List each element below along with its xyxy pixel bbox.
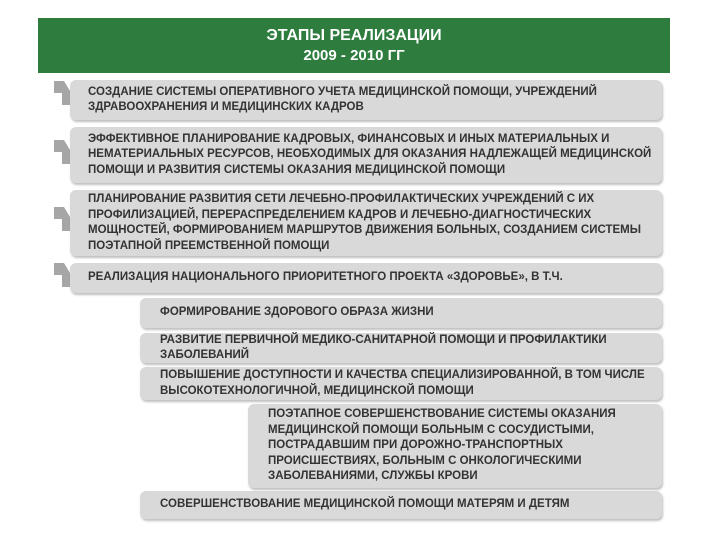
stage-box-3 xyxy=(70,190,662,256)
substage-text: ФОРМИРОВАНИЕ ЗДОРОВОГО ОБРАЗА ЖИЗНИ xyxy=(160,306,434,319)
substage-text: ПОВЫШЕНИЕ ДОСТУПНОСТИ И КАЧЕСТВА СПЕЦИАЛИЗИРОВАННОЙ, В ТОМ ЧИСЛЕ ВЫСОКОТЕХНОЛОГИЧНОЙ, МЕДИЦИНСКОЙ ПОМОЩИ xyxy=(160,369,645,397)
substage-text: ПОЭТАПНОЕ СОВЕРШЕНСТВОВАНИЕ СИСТЕМЫ ОКАЗАНИЯ МЕДИЦИНСКОЙ ПОМОЩИ БОЛЬНЫМ С СОСУДИСТЫМИ, ПОСТРАДАВШИМ ПРИ ДОРОЖНО-ТРАНСПОРТНЫХ ПРОИСШЕСТВИЯХ, БОЛЬНЫМ С ОНКОЛОГИЧЕСКИМИ ЗАБОЛЕВАНИЯМИ, СЛУЖБЫ КРОВИ xyxy=(268,408,616,483)
stage-box-1 xyxy=(70,80,662,120)
substage-text: РАЗВИТИЕ ПЕРВИЧНОЙ МЕДИКО-САНИТАРНОЙ ПОМОЩИ И ПРОФИЛАКТИКИ ЗАБОЛЕВАНИЙ xyxy=(160,333,607,361)
stage-box-4 xyxy=(70,263,662,293)
stage-text: СОЗДАНИЕ СИСТЕМЫ ОПЕРАТИВНОГО УЧЕТА МЕДИЦИНСКОЙ ПОМОЩИ, УЧРЕЖДЕНИЙ ЗДРАВООХРАНЕНИЯ И МЕДИЦИНСКИХ КАДРОВ xyxy=(88,85,597,113)
substage-box-2 xyxy=(140,333,662,363)
substage-box-3 xyxy=(140,367,662,400)
stage-box-2 xyxy=(70,127,662,183)
slide-title: ЭТАПЫ РЕАЛИЗАЦИИ xyxy=(266,27,442,44)
slide-years: 2009 - 2010 ГГ xyxy=(303,47,405,64)
stage-text: РЕАЛИЗАЦИЯ НАЦИОНАЛЬНОГО ПРИОРИТЕТНОГО ПРОЕКТА «ЗДОРОВЬЕ», В Т.Ч. xyxy=(88,271,563,284)
substage-box-5 xyxy=(140,491,662,519)
substage-box-1 xyxy=(140,298,662,328)
stage-text: ЭФФЕКТИВНОЕ ПЛАНИРОВАНИЕ КАДРОВЫХ, ФИНАНСОВЫХ И ИНЫХ МАТЕРИАЛЬНЫХ И НЕМАТЕРИАЛЬНЫХ РЕСУРСОВ, НЕОБХОДИМЫХ ДЛЯ ОКАЗАНИЯ НАДЛЕЖАЩЕЙ МЕДИЦИНСКОЙ ПОМОЩИ И РАЗВИТИЯ СИСТЕМЫ ОКАЗАНИЯ МЕДИЦИНСКОЙ ПОМОЩИ xyxy=(88,132,652,176)
substage-text: СОВЕРШЕНСТВОВАНИЕ МЕДИЦИНСКОЙ ПОМОЩИ МАТЕРЯМ И ДЕТЯМ xyxy=(160,498,570,511)
substage-box-4 xyxy=(248,404,662,488)
slide-header xyxy=(38,18,670,73)
stage-text: ПЛАНИРОВАНИЕ РАЗВИТИЯ СЕТИ ЛЕЧЕБНО-ПРОФИЛАКТИЧЕСКИХ УЧРЕЖДЕНИЙ С ИХ ПРОФИЛИЗАЦИЕЙ, ПЕРЕРАСПРЕДЕЛЕНИЕМ КАДРОВ И ЛЕЧЕБНО-ДИАГНОСТИЧЕСКИХ МОЩНОСТЕЙ, ФОРМИРОВАНИЕМ МАРШРУТОВ ДВИЖЕНИЯ БОЛЬНЫХ, СОЗДАНИЕМ СИСТЕМЫ ПОЭТАПНОЙ ПРЕЕМСТВЕННОЙ ПОМОЩИ xyxy=(88,193,642,252)
